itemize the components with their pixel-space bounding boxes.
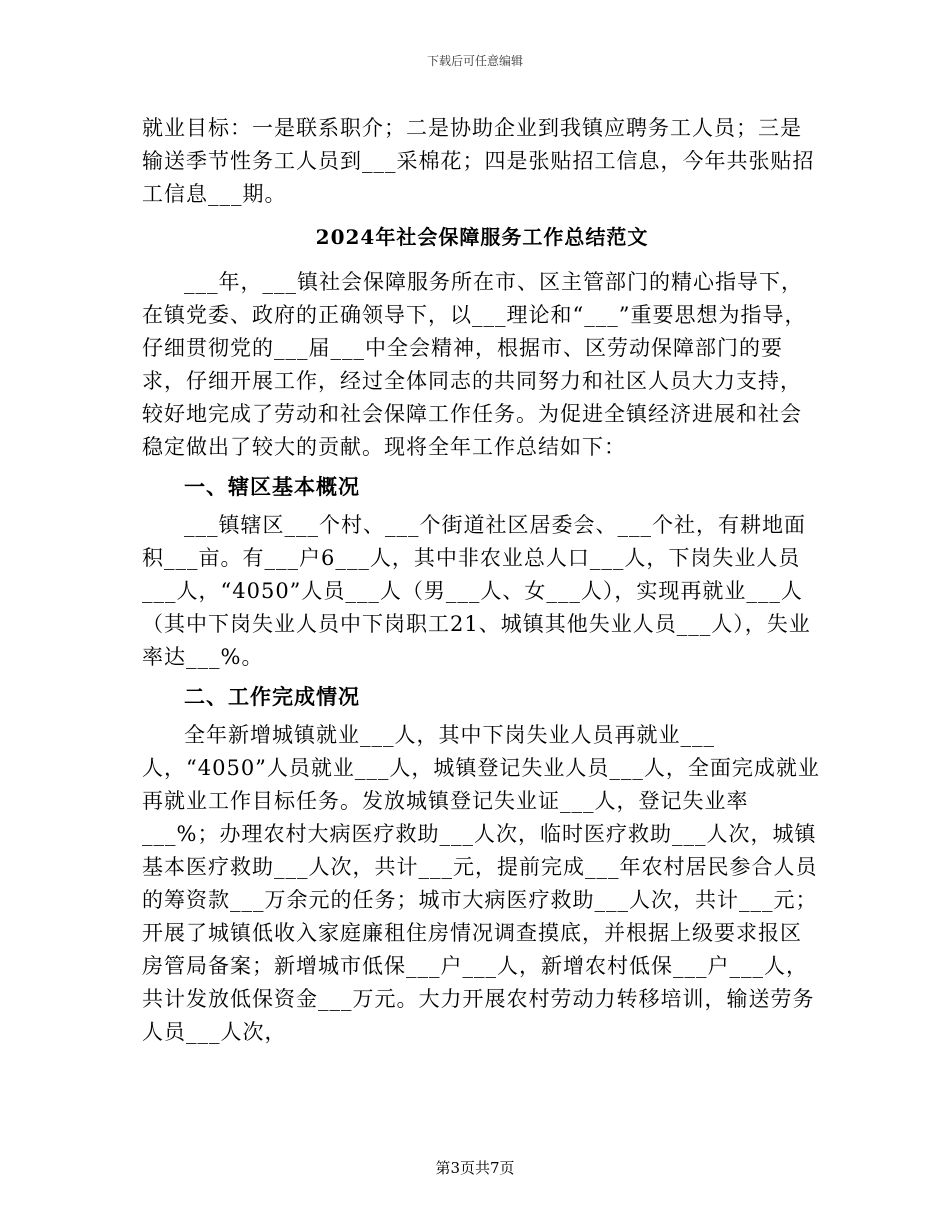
section-heading-district: 一、辖区基本概况 (184, 474, 360, 499)
page-footer: 第3页共7页 (435, 1159, 515, 1177)
header-note: 下载后可任意编辑 (426, 54, 523, 68)
paragraph-work: 全年新增城镇就业___人，其中下岗失业人员再就业___人，“4050”人员就业___人，城镇登记失业人员___人，全面完成就业再就业工作目标任务。发放城镇登记失业证___人，登记失业率___%；办理农村大病医疗救助___人次，临时医疗救助___人次，城镇基本医疗救助___人次，共计___元，提前完成___年农村居民参合人员的筹资款___万余元的任务；城市大病医疗救助___人次，共计___元；开展了城镇低收入家庭廉租住房情况调查摸底，并根据上级要求报区房管局备案；新增城市低保___户___人，新增农村低保___户___人，共计发放低保资金___万元。大力开展农村劳动力转移培训，输送劳务人员___人次， (142, 723, 820, 1044)
document-title: 2024年社会保障服务工作总结范文 (315, 225, 649, 249)
paragraph-overview: ___年，___镇社会保障服务所在市、区主管部门的精心指导下，在镇党委、政府的正确领导下，以___理论和“___”重要思想为指导，仔细贯彻党的___届___中全会精神，根据市、区劳动保障部门的要求，仔细开展工作，经过全体同志的共同努力和社区人员大力支持，较好地完成了劳动和社会保障工作任务。为促进全镇经济进展和社会稳定做出了较大的贡献。现将全年工作总结如下： (142, 270, 807, 459)
document-body (142, 112, 822, 1049)
paragraph-district: ___镇辖区___个村、___个街道社区居委会、___个社，有耕地面积___亩。有___户6___人，其中非农业总人口___人，下岗失业人员___人，“4050”人员___人（男___人、女___人），实现再就业___人（其中下岗失业人员中下岗职工21、城镇其他失业人员___人），失业率达___%。 (142, 513, 811, 669)
section-heading-work: 二、工作完成情况 (184, 684, 360, 709)
intro-paragraph: 就业目标：一是联系职介；二是协助企业到我镇应聘务工人员；三是输送季节性务工人员到___采棉花；四是张贴招工信息，今年共张贴招工信息___期。 (142, 116, 815, 206)
